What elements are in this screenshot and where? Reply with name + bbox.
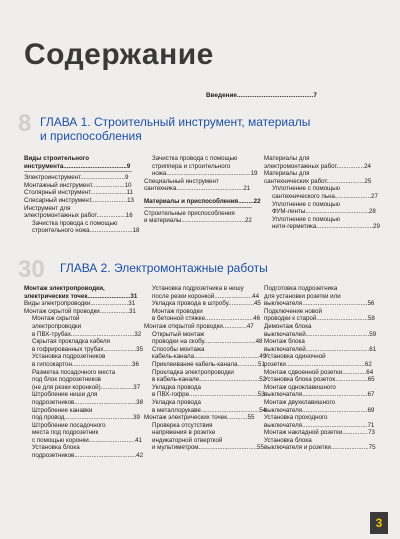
chapter-1-header [12, 110, 382, 148]
toc-entry[interactable]: Штробление ниши для [32, 391, 98, 399]
ch1-column-1 [24, 155, 140, 235]
toc-entry[interactable]: Установка одиночной [264, 353, 326, 361]
toc-entry[interactable]: Столярный инструмент.....................11 [24, 189, 133, 197]
toc-entry[interactable]: Монтаж скрытой проводки.................31 [24, 307, 136, 315]
toc-entry[interactable]: с помощью коронки...........................41 [32, 436, 142, 444]
toc-entry[interactable]: инструмента.....................................9 [24, 162, 131, 170]
toc-entry[interactable]: электрических точек.........................31 [24, 292, 138, 300]
toc-entry[interactable]: электромонтажных работ................24 [264, 162, 371, 170]
toc-entry[interactable]: и материалы.....................................22 [144, 217, 252, 225]
ch1-column-3 [264, 155, 378, 231]
toc-entry[interactable]: места под подрозетник [32, 429, 99, 437]
toc-entry[interactable]: Материалы для [264, 170, 310, 178]
toc-entry[interactable]: нити-герметика.................................29 [272, 223, 380, 231]
toc-entry[interactable]: кабель-канала......................................49 [152, 353, 267, 361]
toc-entry[interactable]: Строительные приспособления [144, 209, 235, 217]
toc-entry[interactable]: Монтаж одноклавишного [264, 383, 336, 391]
toc-entry[interactable]: в металлорукаве..................................54 [152, 406, 267, 414]
chapter-1-number: 8 [18, 110, 32, 137]
toc-entry[interactable]: Монтаж открытой проводки..............47 [144, 322, 254, 330]
toc-entry[interactable]: (не для резки коронкой)...................37 [32, 383, 141, 391]
toc-entry[interactable]: Инструмент для [24, 204, 71, 212]
toc-entry[interactable]: выключателя......................................71 [264, 421, 375, 429]
toc-entry[interactable]: Специальный инструмент [144, 177, 219, 185]
toc-entry[interactable]: Подключение новой [264, 307, 322, 315]
toc-entry[interactable]: Монтаж сдвоенной розетки..............64 [264, 368, 374, 376]
toc-entry[interactable]: электропроводки [32, 322, 82, 330]
toc-entry[interactable]: Слесарный инструмент.....................13 [24, 196, 134, 204]
toc-entry[interactable]: Зачистка провода с помощью [32, 219, 118, 227]
toc-entry[interactable]: Скрытая прокладка кабеля [32, 338, 110, 346]
toc-entry[interactable]: сантехнических работ......................25 [264, 177, 372, 185]
chapter-1-title-line2: и приспособления [40, 129, 142, 143]
chapter-2-title-line1: ГЛАВА 2. Электромонтажные работы [60, 261, 268, 275]
toc-entry[interactable]: Монтаж двухклавишного [264, 398, 336, 406]
toc-entry[interactable]: Подготовка подрозетника [264, 285, 338, 292]
toc-entry[interactable]: Зачистка провода с помощью [152, 155, 238, 162]
toc-entry[interactable]: выключателя и розетки......................75 [264, 444, 376, 452]
toc-entry[interactable]: Материалы и приспособления.........22 [144, 197, 261, 205]
toc-entry[interactable]: Проверка отсутствия [152, 421, 213, 429]
toc-entry[interactable]: Электроинструмент..........................9 [24, 174, 129, 182]
toc-entry[interactable]: Виды строительного [24, 155, 90, 162]
toc-entry[interactable]: выключателя......................................67 [264, 391, 375, 399]
toc-entry[interactable]: Монтаж скрытой [32, 315, 80, 323]
toc-entry[interactable]: строительного ножа.........................18 [32, 227, 140, 235]
toc-entry[interactable]: розетки..............................................62 [264, 360, 372, 368]
intro-entry [206, 92, 378, 99]
toc-entry[interactable]: выключателя......................................69 [264, 406, 375, 414]
toc-entry[interactable]: подрозетников....................................42 [32, 452, 144, 460]
toc-entry[interactable]: Установка блока розеток...................65 [264, 376, 375, 384]
toc-entry[interactable]: Монтаж проводки [152, 307, 203, 315]
toc-entry[interactable]: Установка подрозетников [32, 353, 106, 361]
toc-entry[interactable]: Приклеивание кабель-канала............51 [152, 360, 265, 368]
toc-entry[interactable]: Установка блока [264, 436, 312, 444]
toc-entry[interactable]: в бетонной стяжке............................46 [152, 315, 261, 323]
page-title: Содержание [24, 38, 214, 71]
toc-entry[interactable]: под блок подрозетников [32, 376, 102, 384]
toc-entry[interactable]: в ПВХ-трубах.....................................32 [32, 330, 142, 338]
toc-entry[interactable]: Демонтаж блока [264, 322, 312, 330]
toc-entry[interactable]: Монтаж накладной розетки...............73 [264, 429, 375, 437]
chapter-1-title-line1: ГЛАВА 1. Строительный инструмент, материалы [40, 115, 311, 129]
toc-entry[interactable]: Разметка посадочного места [32, 368, 116, 376]
ch2-column-2 [144, 285, 267, 452]
toc-entry[interactable]: Монтажный инструмент...................10 [24, 181, 132, 189]
toc-entry[interactable]: Прокладка электропроводки [152, 368, 234, 376]
toc-entry[interactable]: Штробление канавки [32, 406, 93, 414]
toc-entry[interactable]: для установки розетки или [264, 292, 341, 300]
toc-entry[interactable]: выключателей.....................................61 [264, 345, 377, 353]
intro-link: Введение...........................................7 [206, 92, 317, 99]
toc-entry[interactable]: Открытый монтаж [152, 330, 205, 338]
toc-entry[interactable]: проводки к старой..............................58 [264, 315, 375, 323]
toc-entry[interactable]: Установка блока [32, 444, 80, 452]
toc-entry[interactable]: Установка подрозетника в нишу [152, 285, 244, 292]
toc-entry[interactable]: напряжения в розетке [152, 429, 216, 437]
toc-entry[interactable]: в гипсокартон...................................36 [32, 360, 139, 368]
toc-entry[interactable]: Материалы для [264, 155, 310, 162]
ch1-column-2 [144, 155, 261, 225]
toc-entry[interactable]: ФУМ-ленты.....................................28 [272, 208, 376, 216]
toc-entry[interactable]: выключателя......................................56 [264, 300, 375, 308]
chapter-2-title [60, 261, 268, 275]
ch2-column-1 [24, 285, 144, 460]
toc-entry[interactable]: Способы монтажа [152, 345, 205, 353]
toc-entry[interactable]: проводки на скобу..............................48 [152, 338, 263, 346]
toc-entry[interactable]: Укладка провода [152, 383, 201, 391]
toc-entry[interactable]: Укладка провода [152, 398, 201, 406]
toc-entry[interactable]: подрозетников....................................38 [32, 398, 144, 406]
toc-entry[interactable]: Виды электропроводки......................31 [24, 300, 136, 308]
toc-entry[interactable]: в гофрированных трубах...................35 [32, 345, 144, 353]
ch2-column-3 [264, 285, 378, 452]
toc-entry[interactable]: Установка проходного [264, 414, 328, 422]
chapter-2-number: 30 [18, 256, 45, 283]
toc-entry[interactable]: Уплотнение с помощью [272, 215, 340, 223]
toc-entry[interactable]: сантехнического льна.....................27 [272, 192, 378, 200]
toc-entry[interactable]: Монтаж блока [264, 338, 305, 346]
toc-entry[interactable]: под провод........................................39 [32, 414, 140, 422]
toc-entry[interactable]: в ПВХ-гофре........................................53 [152, 391, 265, 399]
toc-entry[interactable]: Монтаж электрических точек............55 [144, 414, 255, 422]
toc-entry[interactable]: стриппера и строительного [152, 162, 231, 170]
toc-entry[interactable]: Уплотнение с помощью [272, 185, 340, 193]
toc-entry[interactable]: выключателей.....................................59 [264, 330, 377, 338]
toc-entry[interactable]: и мультиметром..................................55 [152, 444, 264, 452]
toc-entry[interactable]: ножа.................................................19 [152, 170, 258, 178]
page-number: 3 [370, 512, 388, 534]
toc-entry[interactable]: Укладка провода в штробу...............45 [152, 300, 261, 308]
toc-entry[interactable]: после резки коронкой......................44 [152, 292, 260, 300]
toc-entry[interactable]: индикаторной отверткой [152, 436, 223, 444]
divider [144, 207, 252, 208]
toc-entry[interactable]: электромонтажных работ.................16 [24, 212, 133, 220]
toc-entry[interactable]: сантехника.......................................21 [144, 185, 251, 193]
chapter-1-title [40, 115, 310, 143]
toc-entry[interactable]: в кабель-канале...................................52 [152, 376, 267, 384]
toc-entry[interactable]: Монтаж электропроводки, [24, 285, 105, 292]
toc-entry[interactable]: Штробление посадочного [32, 421, 106, 429]
divider [24, 171, 132, 172]
toc-entry[interactable]: Уплотнение с помощью [272, 200, 340, 208]
